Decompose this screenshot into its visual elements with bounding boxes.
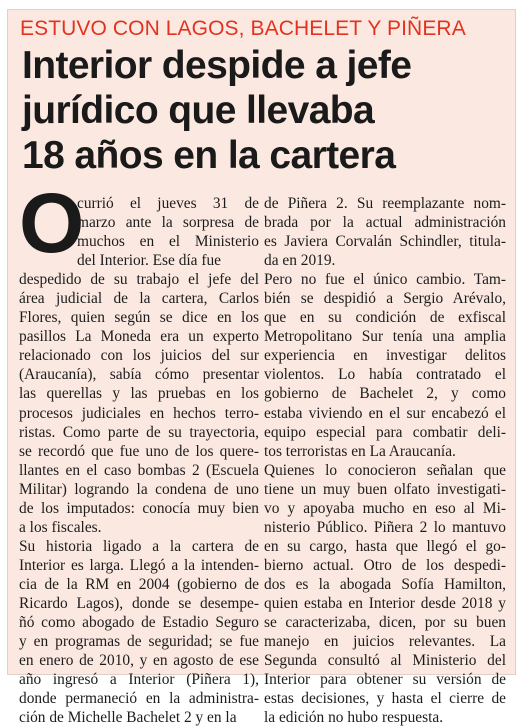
headline-line: jurídico que llevaba <box>22 89 375 132</box>
text-line: es Javiera Corvalán Schindler, titula- <box>264 233 506 251</box>
text-line: nisterio Público. Piñera 2 lo mantuvo <box>264 518 506 536</box>
text-line: equipo especial para combatir deli- <box>264 423 506 441</box>
text-line: da en 2019. <box>264 252 336 270</box>
text-line: se caracterizaba, dicen, por su buen <box>264 614 506 632</box>
kicker: ESTUVO CON LAGOS, BACHELET Y PIÑERA <box>20 17 466 40</box>
text-line: Flores, quien según se dice en los <box>19 309 259 327</box>
text-line: currió el jueves 31 de <box>77 195 259 212</box>
text-line: violentos. Lo había contratado el <box>264 366 506 384</box>
text-line: (Araucanía), sabía cómo presentar <box>19 366 259 384</box>
text-line: dos es la abogada Sofía Hamilton, <box>264 575 506 593</box>
text-line: llantes en el caso bombas 2 (Escuela <box>19 461 259 479</box>
text-line: Pero no fue el único cambio. Tam- <box>264 271 506 289</box>
text-line: gobierno de Bachelet 2, y como <box>264 385 506 403</box>
body-column-right <box>264 194 506 727</box>
text-line: quien estaba en Interior desde 2018 y <box>264 594 506 612</box>
text-line: ñó como abogado de Estadio Seguro <box>19 614 259 632</box>
body-column-left <box>19 194 259 727</box>
text-line: relacionado con los juicios del sur <box>19 347 259 365</box>
text-line: muchos en el Ministerio <box>77 233 259 251</box>
text-line: pasillos La Moneda era un experto <box>19 328 259 346</box>
text-line: en su cargo, hasta que llegó el go- <box>264 537 506 555</box>
text-line: año ingresó a Interior (Piñera 1), <box>19 671 259 689</box>
text-line: marzo ante la sorpresa de <box>77 214 259 232</box>
text-line: cia de la RM en 2004 (gobierno de <box>19 575 259 593</box>
text-line: a los fiscales. <box>19 518 102 536</box>
text-line: Segunda consultó al Ministerio del <box>264 652 506 670</box>
text-line: en enero de 2010, y en agosto de ese <box>19 652 259 670</box>
text-line: se recordó que fue uno de los quere- <box>19 442 259 460</box>
text-line: brada por la actual administración <box>264 214 506 232</box>
text-line: manejo en juicios relevantes. La <box>264 633 506 651</box>
text-line: ristas. Como parte de su trayectoria, <box>19 423 259 441</box>
news-clipping <box>7 9 516 727</box>
text-line: Militar) logrando la condena de uno <box>19 480 259 498</box>
text-line: que en su condición de exfiscal <box>264 309 506 327</box>
text-line: donde permaneció en la administra- <box>19 690 259 708</box>
text-line: bierno actual. Otro de los despedi- <box>264 556 506 574</box>
text-line: Metropolitano Sur tenía una amplia <box>264 328 506 346</box>
text-line: la edición no hubo respuesta. <box>264 709 444 727</box>
text-line: Quienes lo conocieron señalan que <box>264 461 506 479</box>
headline-line: 18 años en la cartera <box>22 134 396 177</box>
text-line: vo y apoyaba mucho en eso al Mi- <box>264 499 506 517</box>
text-line: Su historia ligado a la cartera de <box>19 537 259 555</box>
headline-line: Interior despide a jefe <box>22 44 412 87</box>
text-line: Ricardo Lagos), donde se desempe- <box>19 594 259 612</box>
text-line: experiencia en investigar delitos <box>264 347 506 365</box>
text-line: Interior es larga. Llegó a la intenden- <box>19 556 259 574</box>
text-line: las querellas y las pruebas en los <box>19 385 259 403</box>
text-line: área judicial de la cartera, Carlos <box>19 290 259 308</box>
text-line: tos terroristas en La Araucanía. <box>264 442 456 460</box>
text-line: de los imputados: conocía muy bien <box>19 499 259 517</box>
text-line: estas decisiones, y hasta el cierre de <box>264 690 506 708</box>
text-line: procesos judiciales en hechos terro- <box>19 404 259 422</box>
text-line: Interior para obtener su versión de <box>264 671 506 689</box>
drop-cap: O <box>19 176 85 270</box>
text-line: tiene un muy buen olfato investigati- <box>264 480 506 498</box>
text-line: despedido de su trabajo el jefe del <box>19 271 259 289</box>
text-line: ción de Michelle Bachelet 2 y en la <box>19 709 237 727</box>
text-line: y en programas de seguridad; se fue <box>19 633 259 651</box>
headline <box>22 43 510 178</box>
text-line: del Interior. Ese día fue <box>77 252 222 270</box>
text-line: de Piñera 2. Su reemplazante nom- <box>264 195 506 212</box>
text-line: bién se despidió a Sergio Arévalo, <box>264 290 506 308</box>
text-line: estaba viviendo en el sur encabezó el <box>264 404 506 422</box>
